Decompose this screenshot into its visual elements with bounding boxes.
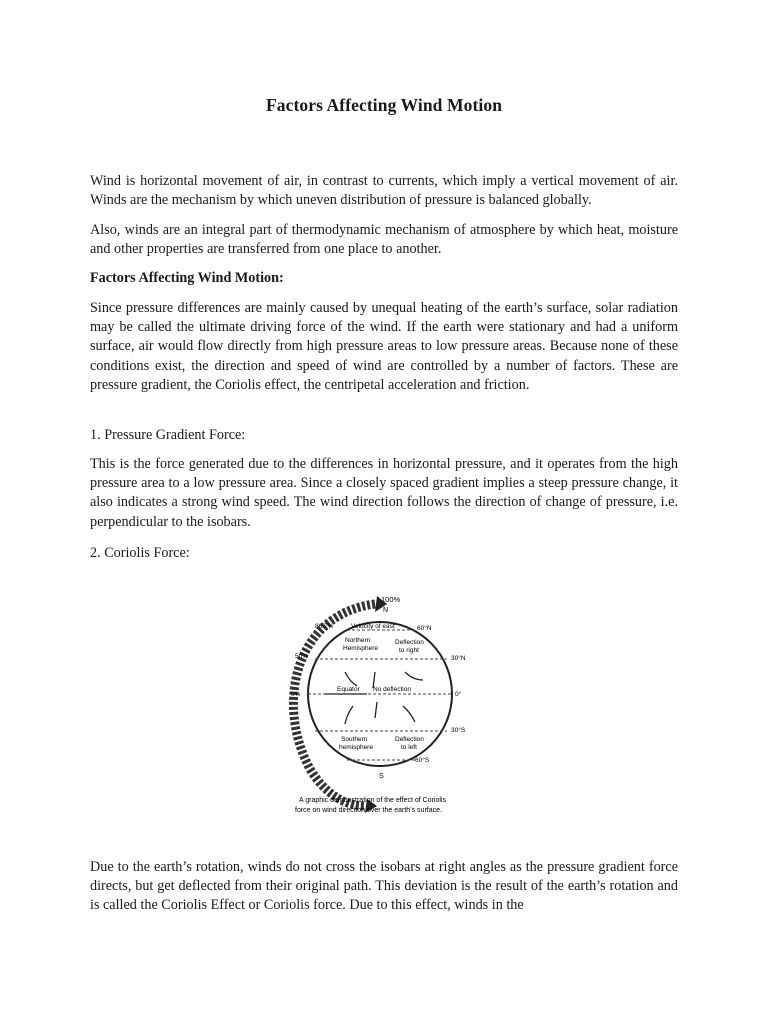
paragraph-pressure-gradient: This is the force generated due to the differences in horizontal pressure, and it operates from the high pressure area to a low pressure area. Since a closely spaced gradient implies a steep pressure change, it also indicates a strong wind speed. The wind direction follows the direction of change of pressure, i.e. perpendicular to the isobars. (90, 456, 678, 530)
label-south: S (379, 773, 384, 780)
paragraph-thermodynamic: Also, winds are an integral part of thermodynamic mechanism of atmosphere by which heat, moisture and other properties are transferred from one place to another. (90, 222, 678, 258)
paragraph-intro: Wind is horizontal movement of air, in contrast to currents, which imply a vertical movement of air. Winds are the mechanism by which uneven distribution of pressure is balanced globally. (90, 173, 678, 209)
label-deflection-left: Deflection (395, 736, 424, 743)
label-equator: Equator (337, 686, 360, 693)
label-0deg: 0° (455, 691, 462, 698)
label-no-deflection: No deflection (373, 686, 411, 693)
label-60n: 60°N (417, 625, 432, 632)
label-hemisphere-s: hemisphere (339, 744, 373, 751)
label-50pct: 50% (295, 653, 309, 660)
figure-caption-line2: force on wind direction over the earth’s surface. (295, 807, 442, 814)
label-30s: 30°S (451, 727, 466, 734)
coriolis-diagram (255, 594, 505, 824)
label-to-right: to right (399, 647, 419, 654)
list-item-pressure-gradient: 1. Pressure Gradient Force: (90, 427, 246, 443)
coriolis-figure (255, 594, 505, 824)
list-item-coriolis: 2. Coriolis Force: (90, 545, 190, 561)
label-60s: 60°S (415, 757, 430, 764)
page-title: Factors Affecting Wind Motion (265, 95, 503, 115)
label-to-left: to left (401, 744, 417, 751)
figure-caption-line1: A graphic demonstration of the effect of Coriolis (299, 797, 446, 804)
label-northern: Northern (345, 637, 371, 644)
label-southern: Southern (341, 736, 368, 743)
label-deflection-right: Deflection (395, 639, 424, 646)
label-north: N (383, 607, 389, 614)
label-0pct: 0% (291, 691, 301, 698)
label-86pct: 86.7% (315, 623, 334, 630)
section-heading: Factors Affecting Wind Motion: (90, 270, 284, 286)
label-100pct: 100% (381, 595, 401, 604)
label-30n: 30°N (451, 655, 466, 662)
paragraph-factors: Since pressure differences are mainly caused by unequal heating of the earth’s surface, solar radiation may be called the ultimate driving force of the wind. If the earth were stationary and had a uniform surface, air would flow directly from high pressure areas to low pressure areas. Because none of these conditions exist, the direction and speed of wind are controlled by a number of factors. These are pressure gradient, the Coriolis effect, the centripetal acceleration and friction. (90, 300, 678, 393)
paragraph-coriolis: Due to the earth’s rotation, winds do not cross the isobars at right angles as the pressure gradient force directs, but get deflected from their original path. This deviation is the result of the earth’s rotation and is called the Coriolis Effect or Coriolis force. Due to this effect, winds in the (90, 859, 678, 914)
label-velocity: Velocity of east (351, 623, 395, 630)
label-hemisphere-n: Hemisphere (343, 645, 379, 652)
